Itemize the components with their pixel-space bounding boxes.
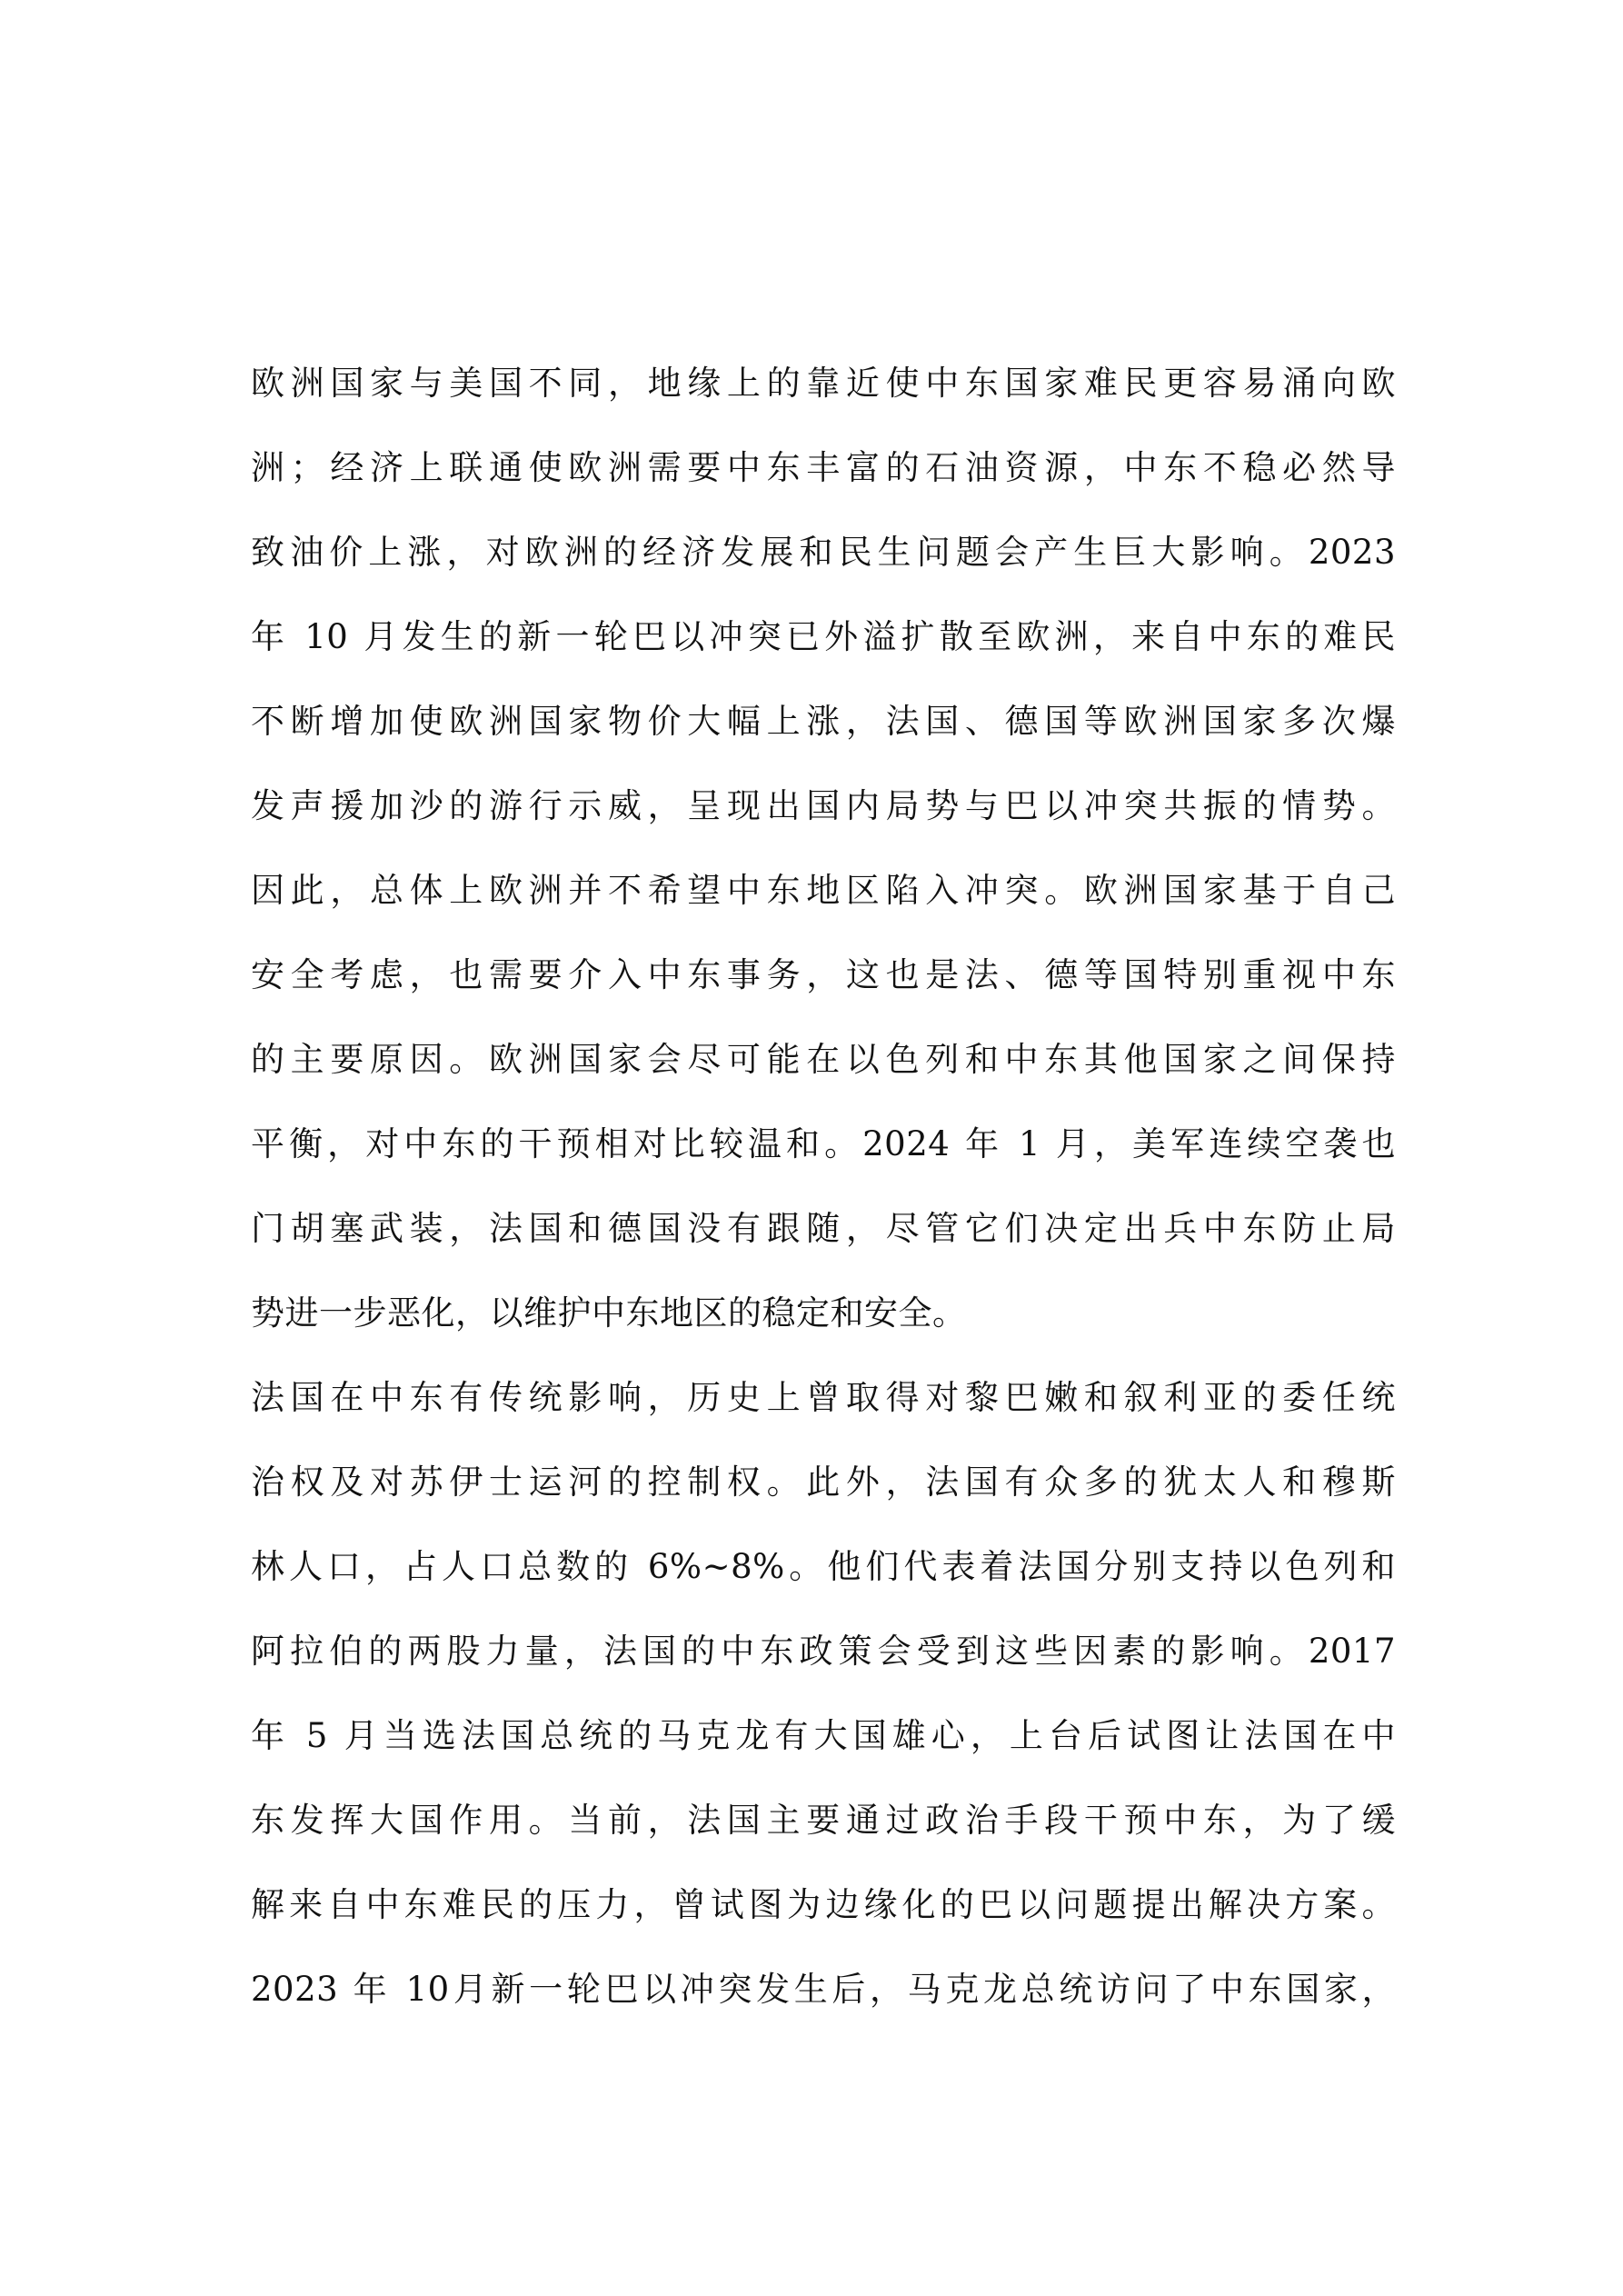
text-line: 治权及对苏伊士运河的控制权。此外，法国有众多的犹太人和穆斯 [251, 1462, 1396, 1502]
text-line: 门胡塞武装，法国和德国没有跟随，尽管它们决定出兵中东防止局 [251, 1209, 1396, 1248]
body-text [251, 341, 1396, 2031]
text-line: 致油价上涨，对欧洲的经济发展和民生问题会产生巨大影响。2023 [251, 533, 1396, 572]
text-line: 因此，总体上欧洲并不希望中东地区陷入冲突。欧洲国家基于自己 [251, 871, 1396, 910]
text-line: 欧洲国家与美国不同，地缘上的靠近使中东国家难民更容易涌向欧 [251, 364, 1396, 403]
paragraph-2 [251, 1355, 1396, 2031]
text-line: 林人口，占人口总数的 6%~8%。他们代表着法国分别支持以色列和 [251, 1547, 1396, 1586]
text-line: 势进一步恶化，以维护中东地区的稳定和安全。 [251, 1293, 967, 1333]
text-line: 东发挥大国作用。当前，法国主要通过政治手段干预中东，为了缓 [251, 1801, 1396, 1840]
text-line: 的主要原因。欧洲国家会尽可能在以色列和中东其他国家之间保持 [251, 1040, 1396, 1079]
text-line: 2023 年 10月新一轮巴以冲突发生后，马克龙总统访问了中东国家， [251, 1970, 1396, 2009]
text-line: 发声援加沙的游行示威，呈现出国内局势与巴以冲突共振的情势。 [251, 786, 1396, 825]
text-line: 年 10 月发生的新一轮巴以冲突已外溢扩散至欧洲，来自中东的难民 [251, 617, 1396, 656]
text-line: 年 5 月当选法国总统的马克龙有大国雄心，上台后试图让法国在中 [251, 1716, 1396, 1755]
paragraph-1 [251, 341, 1396, 1355]
text-line: 解来自中东难民的压力，曾试图为边缘化的巴以问题提出解决方案。 [251, 1885, 1396, 1924]
text-line: 法国在中东有传统影响，历史上曾取得对黎巴嫩和叙利亚的委任统 [251, 1378, 1396, 1417]
text-line: 不断增加使欧洲国家物价大幅上涨，法国、德国等欧洲国家多次爆 [251, 702, 1396, 741]
text-line: 洲；经济上联通使欧洲需要中东丰富的石油资源，中东不稳必然导 [251, 448, 1396, 487]
text-line: 平衡，对中东的干预相对比较温和。2024 年 1 月，美军连续空袭也 [251, 1124, 1396, 1163]
text-line: 安全考虑，也需要介入中东事务，这也是法、德等国特别重视中东 [251, 955, 1396, 994]
text-line: 阿拉伯的两股力量，法国的中东政策会受到这些因素的影响。2017 [251, 1632, 1396, 1671]
